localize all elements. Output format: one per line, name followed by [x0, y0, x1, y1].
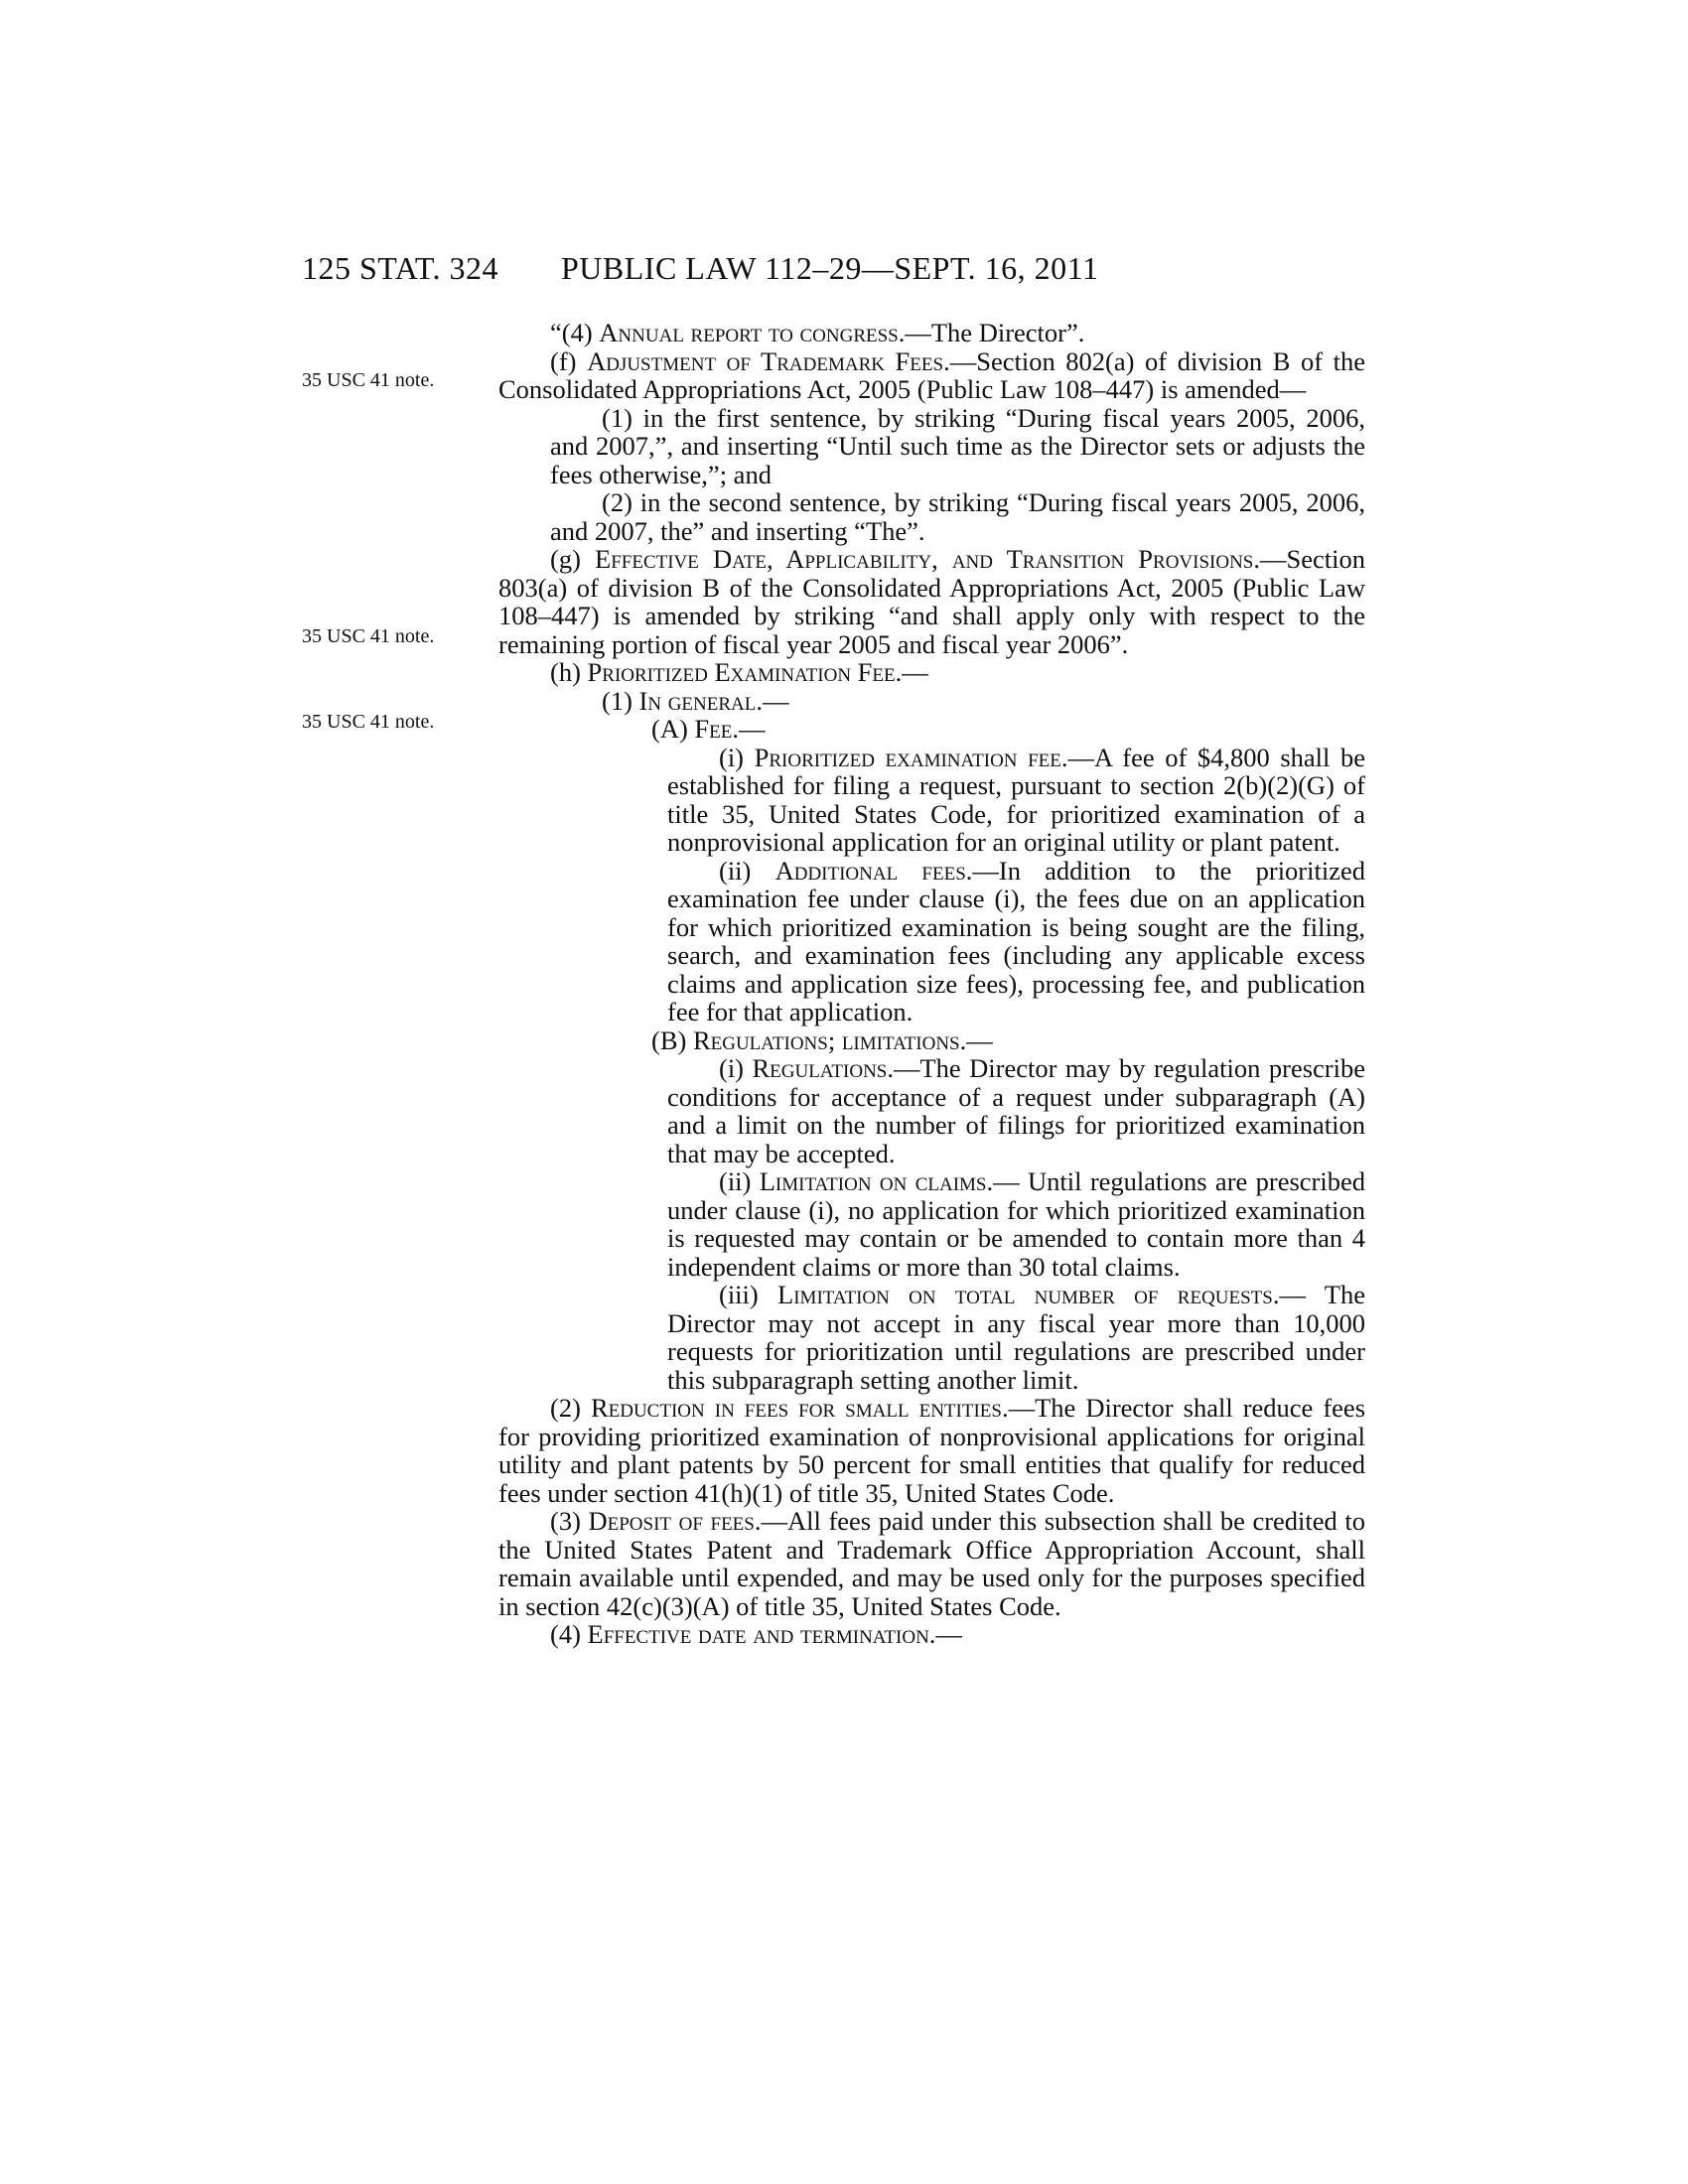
paragraph-number: (ii) [719, 1166, 760, 1196]
paragraph-number: (4) [550, 1619, 588, 1649]
paragraph-h-2 [498, 1394, 1365, 1507]
paragraph-heading: Fee. [694, 714, 739, 744]
paragraph-number: (i) [719, 742, 755, 772]
paragraph-h-1-a-ii [498, 857, 1365, 1026]
paragraph-number: (iii) [719, 1280, 778, 1309]
paragraph-heading: Effective date and termination. [587, 1619, 936, 1649]
paragraph-number: (i) [719, 1053, 753, 1083]
paragraph-text: —The Director may by regulation prescribe conditions for acceptance of a request under subparagraph (A) and a limit on the number of filings for prioritized examination that may be accepted. [667, 1053, 1365, 1168]
paragraph-h [498, 658, 1365, 687]
paragraph-text: —Section 802(a) of division B of the Consolidated Appropriations Act, 2005 (Public Law 108–447) is amended— [498, 345, 1366, 404]
document-body [498, 319, 1365, 1649]
paragraph-text: — [966, 1024, 993, 1055]
paragraph-f-1 [498, 404, 1365, 489]
paragraph-number: (h) [550, 657, 588, 687]
paragraph-text: (2) in the second sentence, by striking “During fiscal years 2005, 2006, and 2007, the” and inserting “The”. [550, 487, 1365, 546]
paragraph-heading: Prioritized Examination Fee. [587, 657, 903, 687]
paragraph-text: — Until regulations are prescribed under clause (i), no application for which prioritized examination is requested may contain or be amended to contain more than 4 independent claims or more than 30 total claims. [667, 1166, 1365, 1282]
margin-note: 35 USC 41 note. [302, 625, 435, 647]
paragraph-h-1 [498, 687, 1365, 716]
statute-page-number: 125 STAT. 324 [302, 250, 499, 286]
paragraph-heading: Regulations; limitations. [692, 1024, 967, 1055]
paragraph-number: (2) [550, 1393, 591, 1423]
paragraph-text: — [739, 714, 766, 744]
page-header [0, 250, 1688, 294]
paragraph-number: “(4) [550, 318, 600, 347]
paragraph-h-1-b-i [498, 1054, 1365, 1167]
paragraph-text: —Section 803(a) of division B of the Consolidated Appropriations Act, 2005 (Public Law 108–447) is amended by striking “and shall apply only with respect to the remaining portion of fiscal year 2005 and fiscal year 2006”. [498, 544, 1365, 659]
paragraph-text: —The Director”. [905, 318, 1085, 347]
paragraph-heading: Reduction in fees for small entities. [590, 1393, 1009, 1423]
paragraph-text: — The Director may not accept in any fiscal year more than 10,000 requests for prioritization until regulations are prescribed under this subparagraph setting another limit. [667, 1280, 1365, 1395]
paragraph-heading: Prioritized examination fee. [754, 742, 1068, 772]
paragraph-number: (B) [651, 1024, 693, 1055]
paragraph-text: —The Director shall reduce fees for providing prioritized examination of nonprovisional applications for original utility and plant patents by 50 percent for small entities that qualify for reduced fees under section 41(h)(1) of title 35, United States Code. [498, 1393, 1366, 1508]
paragraph-text: — [935, 1619, 962, 1649]
paragraph-text: — [762, 685, 789, 716]
paragraph-number: (f) [550, 345, 588, 376]
paragraph-f-2 [498, 488, 1365, 545]
paragraph-heading: Deposit of fees. [588, 1506, 762, 1536]
paragraph-text: (1) in the first sentence, by striking “During fiscal years 2005, 2006, and 2007,”, and inserting “Until such time as the Director sets or adjusts the fees otherwise,”; and [550, 402, 1365, 489]
paragraph-text: — [902, 657, 928, 687]
paragraph-h-1-a [498, 715, 1365, 744]
paragraph-h-3 [498, 1507, 1365, 1620]
paragraph-heading: Additional fees. [774, 855, 973, 886]
paragraph-text: —A fee of $4,800 shall be established for filing a request, pursuant to section 2(b)(2)(G) of title 35, United States Code, for prioritized examination of a nonprovisional application for an original utility or plant patent. [667, 742, 1365, 857]
paragraph-heading: Effective Date, Applicability, and Transition Provisions. [595, 544, 1260, 574]
margin-note: 35 USC 41 note. [302, 711, 435, 733]
paragraph-h-1-b [498, 1026, 1365, 1055]
paragraph-heading: Annual report to congress. [599, 318, 906, 347]
paragraph-annual-report [498, 319, 1365, 347]
paragraph-number: (ii) [719, 855, 775, 886]
paragraph-g [498, 545, 1365, 658]
paragraph-h-1-a-i [498, 744, 1365, 857]
paragraph-h-4 [498, 1620, 1365, 1649]
margin-note: 35 USC 41 note. [302, 369, 435, 391]
paragraph-h-1-b-ii [498, 1167, 1365, 1281]
paragraph-heading: Regulations. [752, 1053, 894, 1083]
paragraph-number: (g) [550, 544, 596, 574]
paragraph-number: (3) [550, 1506, 589, 1536]
paragraph-heading: Limitation on claims. [759, 1166, 994, 1196]
paragraph-heading: Limitation on total number of requests. [777, 1280, 1280, 1309]
paragraph-h-1-b-iii [498, 1281, 1365, 1394]
paragraph-text: —In addition to the prioritized examination fee under clause (i), the fees due on an application for which prioritized examination is being sought are the filing, search, and examination fees (including any applicable excess claims and application size fees), processing fee, and publication fee for that application. [667, 855, 1365, 1026]
public-law-title: PUBLIC LAW 112–29—SEPT. 16, 2011 [561, 250, 1099, 286]
paragraph-number: (1) [602, 685, 639, 716]
paragraph-number: (A) [651, 714, 695, 744]
paragraph-text: —All fees paid under this subsection shall be credited to the United States Patent and Trademark Office Appropriation Account, shall remain available until expended, and may be used only for the purposes specified in section 42(c)(3)(A) of title 35, United States Code. [498, 1506, 1365, 1621]
paragraph-f [498, 347, 1365, 404]
paragraph-heading: In general. [638, 685, 763, 716]
paragraph-heading: Adjustment of Trademark Fees. [587, 345, 950, 376]
